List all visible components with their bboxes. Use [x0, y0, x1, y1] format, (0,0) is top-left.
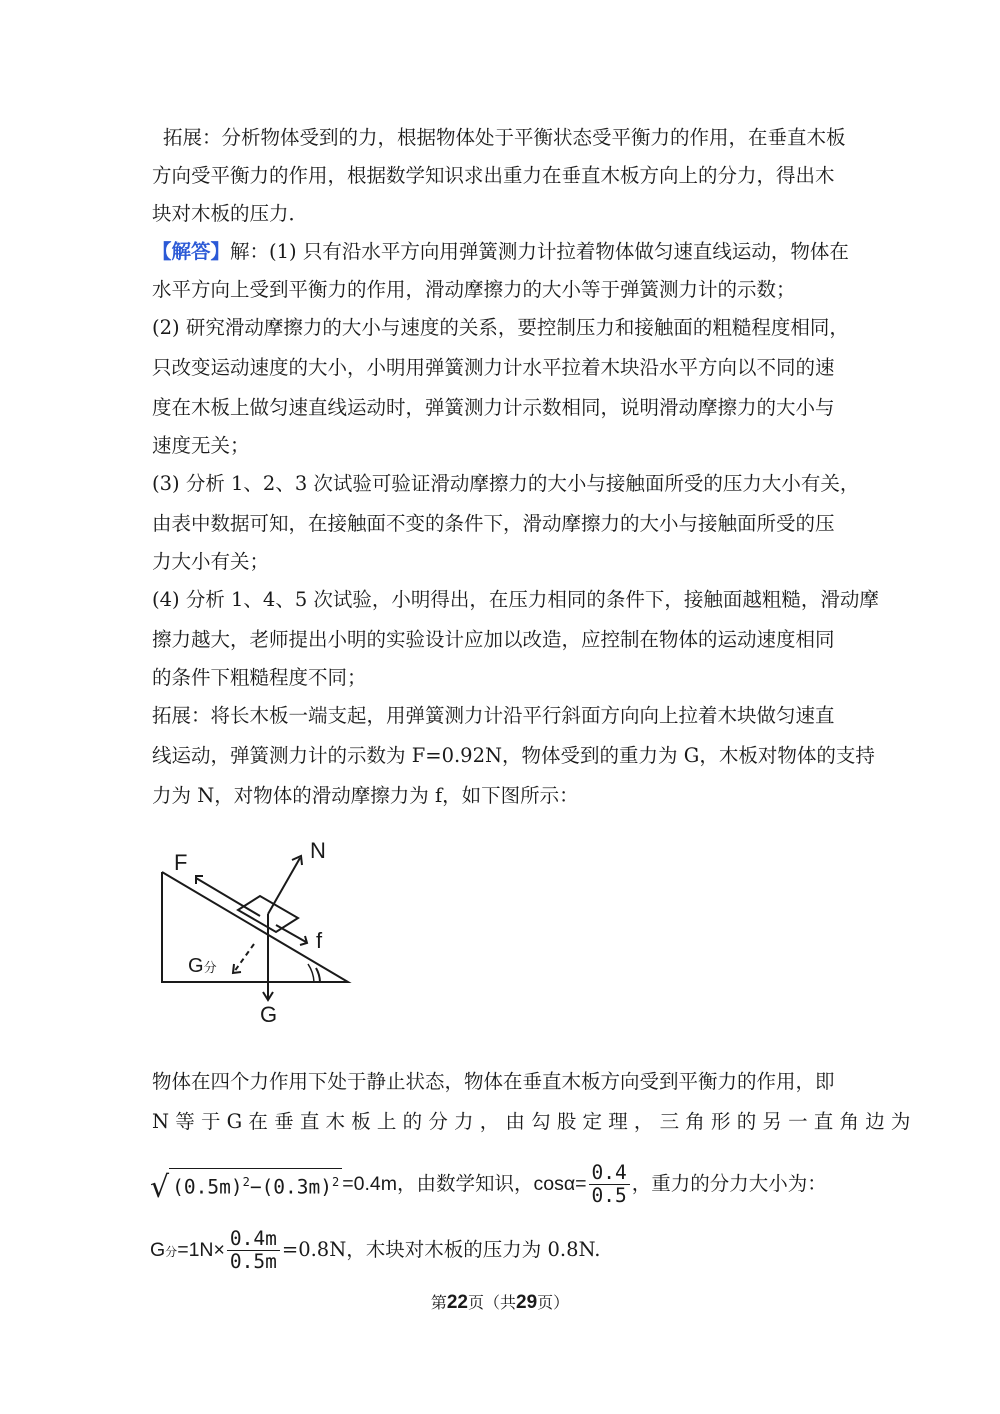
paragraph-line: 的条件下粗糙程度不同； — [152, 666, 367, 689]
paragraph-line: 由表中数据可知，在接触面不变的条件下，滑动摩擦力的大小与接触面所受的压 — [152, 512, 835, 535]
paragraph-line: 线运动，弹簧测力计的示数为 F=0.92N，物体受到的重力为 G，木板对物体的支持 — [152, 744, 875, 767]
fraction-numerator: 0.4m — [227, 1228, 280, 1251]
formula-equals: =1N× — [177, 1239, 225, 1261]
fraction-denominator: 0.5 — [591, 1184, 627, 1207]
label-G: G — [260, 1002, 278, 1027]
answer-tag: 【解答】 — [152, 240, 231, 263]
footer-mid: 页（共 — [467, 1293, 516, 1312]
footer-prefix: 第 — [430, 1293, 447, 1312]
radicand-a: (0.5m) — [172, 1175, 243, 1198]
formula-tail: ，重力的分力大小为： — [631, 1172, 827, 1195]
minus-sign: − — [249, 1175, 262, 1198]
g-subscript: 分 — [165, 1245, 178, 1259]
formula-tail: =0.8N，木块对木板的压力为 0.8N. — [281, 1238, 601, 1261]
cos-fraction — [589, 1162, 630, 1207]
footer-suffix: 页） — [537, 1293, 570, 1312]
exponent-a: 2 — [242, 1174, 250, 1189]
force-f-arrow — [276, 925, 306, 942]
label-N: N — [310, 838, 326, 863]
paragraph-line: 擦力越大，老师提出小明的实验设计应加以改造，应控制在物体的运动速度相同 — [152, 628, 835, 651]
label-f: f — [316, 928, 323, 953]
exponent-b: 2 — [332, 1174, 340, 1189]
total-pages: 29 — [516, 1292, 538, 1313]
formula-result: =0.4m，由数学知识，cosα= — [342, 1173, 587, 1195]
label-G-component: G分 — [188, 955, 217, 977]
paragraph-line: (4) 分析 1、4、5 次试验，小明得出，在压力相同的条件下，接触面越粗糙，滑动摩 — [152, 588, 879, 611]
formula-line-2 — [150, 1228, 601, 1273]
paragraph-line: 拓展：将长木板一端支起，用弹簧测力计沿平行斜面方向向上拉着木块做匀速直 — [152, 704, 835, 727]
paragraph-line: 水平方向上受到平衡力的作用，滑动摩擦力的大小等于弹簧测力计的示数； — [152, 278, 796, 301]
paragraph-line: 力大小有关； — [152, 550, 270, 573]
square-root: √ $(0.5m)^2-(0.3m)^2$ — [150, 1168, 342, 1202]
incline-force-diagram — [150, 832, 360, 1027]
page-footer — [0, 1290, 1000, 1314]
paragraph-line: 度在木板上做匀速直线运动时，弹簧测力计示数相同，说明滑动摩擦力的大小与 — [152, 396, 835, 419]
paragraph-line: 只改变运动速度的大小，小明用弹簧测力计水平拉着木块沿水平方向以不同的速 — [152, 356, 835, 379]
paragraph-line: 力为 N，对物体的滑动摩擦力为 f，如下图所示： — [152, 784, 579, 807]
fraction-numerator: 0.4 — [589, 1162, 630, 1185]
angle-mark — [316, 968, 320, 982]
force-G-component-arrow — [234, 944, 254, 972]
paragraph-line: 方向受平衡力的作用，根据数学知识求出重力在垂直木板方向上的分力，得出木 — [152, 164, 835, 187]
paragraph-text: 解：(1) 只有沿水平方向用弹簧测力计拉着物体做匀速直线运动，物体在 — [230, 240, 849, 263]
paragraph-line: (3) 分析 1、2、3 次试验可验证滑动摩擦力的大小与接触面所受的压力大小有关， — [152, 472, 860, 495]
formula-line-1 — [150, 1162, 827, 1207]
paragraph-line: 块对木板的压力． — [152, 202, 309, 225]
ratio-fraction — [227, 1228, 280, 1273]
label-F: F — [174, 850, 188, 875]
paragraph-line: N 等 于 G 在 垂 直 木 板 上 的 分 力 ， 由 勾 股 定 理 ， 三 角 形 的 另 一 直 角 边 为 — [152, 1110, 911, 1133]
force-N-arrow — [268, 858, 300, 914]
answer-line — [152, 238, 852, 266]
fraction-denominator: 0.5m — [229, 1250, 277, 1273]
paragraph-line: 拓展：分析物体受到的力，根据物体处于平衡状态受平衡力的作用，在垂直木板 — [163, 126, 846, 149]
page-number: 22 — [446, 1292, 468, 1313]
paragraph-line: 物体在四个力作用下处于静止状态，物体在垂直木板方向受到平衡力的作用，即 — [152, 1070, 835, 1093]
radicand-b: (0.3m) — [261, 1175, 333, 1198]
g-symbol: G — [150, 1239, 166, 1261]
paragraph-line: 速度无关； — [152, 434, 250, 457]
paragraph-line: (2) 研究滑动摩擦力的大小与速度的关系，要控制压力和接触面的粗糙程度相同， — [152, 316, 849, 339]
